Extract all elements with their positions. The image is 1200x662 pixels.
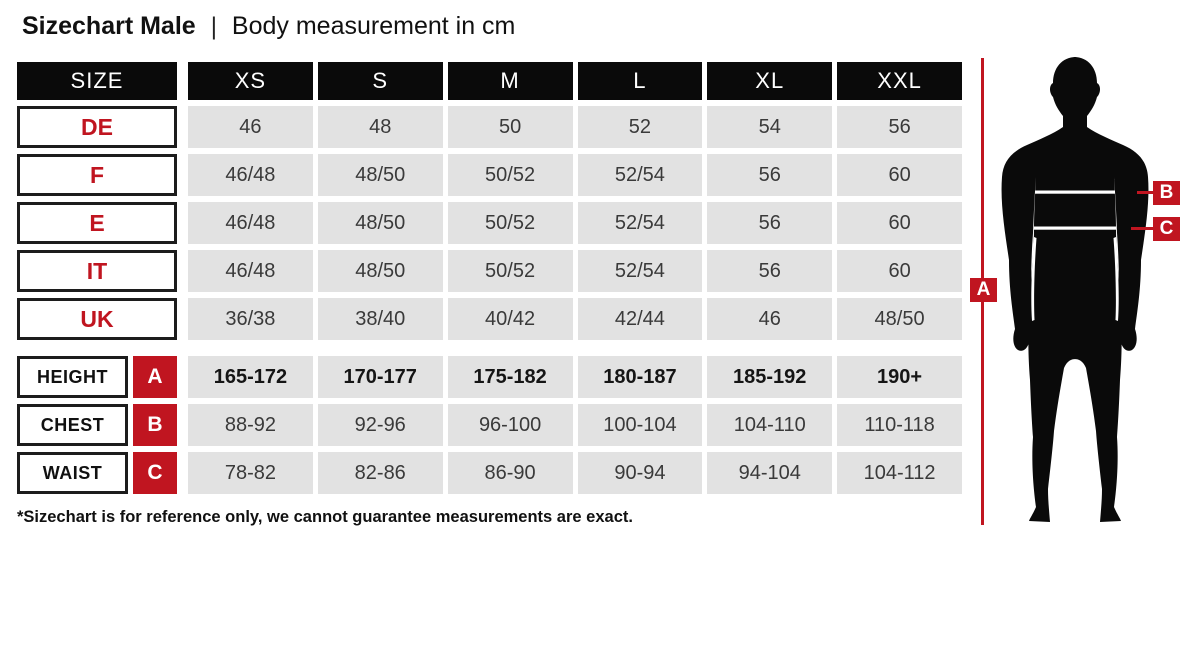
cell-chest-xl: 104-110 (707, 404, 832, 446)
row-label-e: E (17, 202, 177, 244)
cell-height-l: 180-187 (578, 356, 703, 398)
cell-de-xl: 54 (707, 106, 832, 148)
cell-waist-xs: 78-82 (188, 452, 313, 494)
chest-line (1035, 191, 1115, 194)
title-subtitle: Body measurement in cm (231, 12, 516, 40)
header-size-cell: SIZE (17, 62, 177, 100)
title-divider: | (210, 11, 217, 41)
cell-de-m: 50 (448, 106, 573, 148)
figure-label-badge-a: A (970, 278, 997, 302)
measurement-label-group-height (17, 356, 177, 398)
row-label-f: F (17, 154, 177, 196)
cell-waist-xxl: 104-112 (837, 452, 962, 494)
cell-height-xs: 165-172 (188, 356, 313, 398)
size-table (17, 62, 962, 527)
header-cell-xxl: XXL (837, 62, 962, 100)
header-cell-s: S (318, 62, 443, 100)
measurement-label-chest: CHEST (17, 404, 128, 446)
cell-uk-m: 40/42 (448, 298, 573, 340)
table-row-de (17, 106, 962, 148)
header-cell-m: M (448, 62, 573, 100)
row-label-uk: UK (17, 298, 177, 340)
figure-label-badge-b: B (1153, 181, 1180, 205)
title-main: Sizechart Male (22, 12, 196, 40)
cell-uk-l: 42/44 (578, 298, 703, 340)
table-row-f (17, 154, 962, 196)
cell-e-l: 52/54 (578, 202, 703, 244)
cell-uk-xxl: 48/50 (837, 298, 962, 340)
letter-badge-c: C (133, 452, 177, 494)
cell-f-m: 50/52 (448, 154, 573, 196)
cell-it-xl: 56 (707, 250, 832, 292)
section-divider-gap (17, 346, 962, 356)
cell-it-xxl: 60 (837, 250, 962, 292)
cell-it-l: 52/54 (578, 250, 703, 292)
table-row-it (17, 250, 962, 292)
cell-e-xs: 46/48 (188, 202, 313, 244)
page-title (22, 12, 515, 41)
row-label-it: IT (17, 250, 177, 292)
table-row-chest (17, 404, 962, 446)
cell-de-s: 48 (318, 106, 443, 148)
cell-chest-xxl: 110-118 (837, 404, 962, 446)
cell-de-l: 52 (578, 106, 703, 148)
row-label-de: DE (17, 106, 177, 148)
cell-waist-l: 90-94 (578, 452, 703, 494)
table-row-waist (17, 452, 962, 494)
cell-e-m: 50/52 (448, 202, 573, 244)
cell-it-s: 48/50 (318, 250, 443, 292)
header-cell-xl: XL (707, 62, 832, 100)
cell-uk-xs: 36/38 (188, 298, 313, 340)
cell-chest-s: 92-96 (318, 404, 443, 446)
waist-connector-line (1131, 227, 1153, 230)
cell-f-xl: 56 (707, 154, 832, 196)
cell-waist-xl: 94-104 (707, 452, 832, 494)
cell-it-xs: 46/48 (188, 250, 313, 292)
letter-badge-a: A (133, 356, 177, 398)
cell-height-xxl: 190+ (837, 356, 962, 398)
cell-f-xxl: 60 (837, 154, 962, 196)
cell-waist-s: 82-86 (318, 452, 443, 494)
cell-height-m: 175-182 (448, 356, 573, 398)
waist-line (1034, 227, 1116, 230)
cell-chest-l: 100-104 (578, 404, 703, 446)
cell-de-xxl: 56 (837, 106, 962, 148)
cell-it-m: 50/52 (448, 250, 573, 292)
cell-f-l: 52/54 (578, 154, 703, 196)
cell-e-xl: 56 (707, 202, 832, 244)
cell-e-s: 48/50 (318, 202, 443, 244)
cell-f-s: 48/50 (318, 154, 443, 196)
cell-de-xs: 46 (188, 106, 313, 148)
measurement-label-group-chest (17, 404, 177, 446)
body-figure (970, 55, 1198, 535)
table-row-uk (17, 298, 962, 340)
cell-f-xs: 46/48 (188, 154, 313, 196)
footnote: *Sizechart is for reference only, we cannot guarantee measurements are exact. (17, 508, 633, 526)
measurement-label-waist: WAIST (17, 452, 128, 494)
header-cell-xs: XS (188, 62, 313, 100)
letter-badge-b: B (133, 404, 177, 446)
cell-uk-xl: 46 (707, 298, 832, 340)
male-silhouette (1000, 55, 1150, 525)
table-row-height (17, 356, 962, 398)
measurement-label-group-waist (17, 452, 177, 494)
cell-uk-s: 38/40 (318, 298, 443, 340)
table-header-row (17, 62, 962, 100)
cell-chest-m: 96-100 (448, 404, 573, 446)
cell-height-xl: 185-192 (707, 356, 832, 398)
header-cell-l: L (578, 62, 703, 100)
cell-e-xxl: 60 (837, 202, 962, 244)
cell-chest-xs: 88-92 (188, 404, 313, 446)
cell-waist-m: 86-90 (448, 452, 573, 494)
table-row-e (17, 202, 962, 244)
cell-height-s: 170-177 (318, 356, 443, 398)
figure-label-badge-c: C (1153, 217, 1180, 241)
measurement-label-height: HEIGHT (17, 356, 128, 398)
chest-connector-line (1137, 191, 1153, 194)
